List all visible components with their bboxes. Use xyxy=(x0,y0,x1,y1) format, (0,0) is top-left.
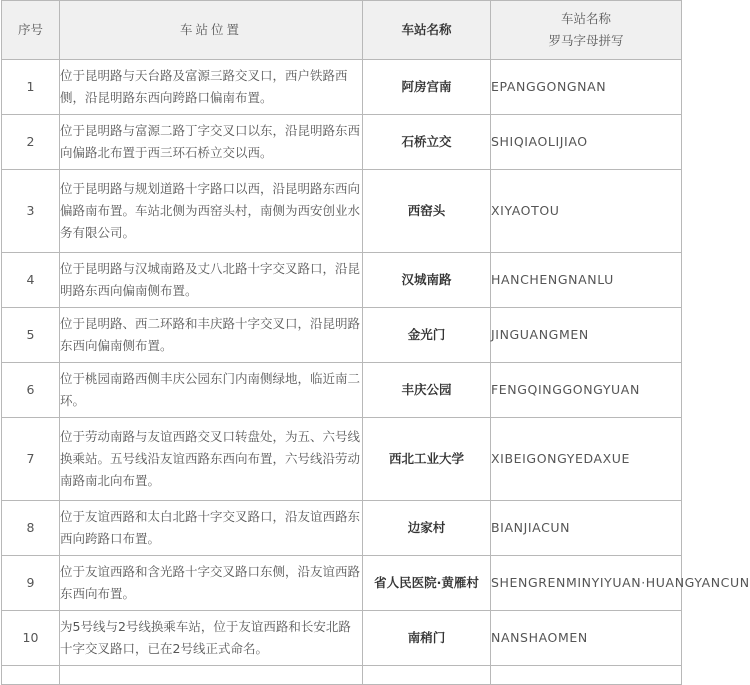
table-row xyxy=(2,170,682,253)
row-num: 1 xyxy=(2,60,60,115)
header-roman-line2: 罗马字母拼写 xyxy=(548,33,624,48)
row-num: 8 xyxy=(2,501,60,556)
row-roman: FENGQINGGONGYUAN xyxy=(491,363,682,418)
table-row xyxy=(2,308,682,363)
row-station-name: 阿房宫南 xyxy=(363,60,491,115)
cell-empty xyxy=(2,666,60,685)
row-location: 位于桃园南路西侧丰庆公园东门内南侧绿地，临近南二环。 xyxy=(60,363,363,418)
table-row-partial xyxy=(2,666,682,685)
row-roman: HANCHENGNANLU xyxy=(491,253,682,308)
row-roman: JINGUANGMEN xyxy=(491,308,682,363)
row-num: 3 xyxy=(2,170,60,253)
row-roman: BIANJIACUN xyxy=(491,501,682,556)
row-num: 5 xyxy=(2,308,60,363)
row-station-name: 西北工业大学 xyxy=(363,418,491,501)
table-row xyxy=(2,115,682,170)
row-location: 为5号线与2号线换乘车站，位于友谊西路和长安北路十字交叉路口，已在2号线正式命名。 xyxy=(60,611,363,666)
header-roman-line1: 车站名称 xyxy=(560,11,611,26)
row-location: 位于昆明路、西二环路和丰庆路十字交叉口，沿昆明路东西向偏南侧布置。 xyxy=(60,308,363,363)
row-roman: NANSHAOMEN xyxy=(491,611,682,666)
table-row xyxy=(2,363,682,418)
row-roman: SHENGRENMINYIYUAN·HUANGYANCUN xyxy=(491,556,682,611)
table-row xyxy=(2,60,682,115)
row-station-name: 石桥立交 xyxy=(363,115,491,170)
row-roman: SHIQIAOLIJIAO xyxy=(491,115,682,170)
header-roman xyxy=(491,1,682,60)
row-station-name: 省人民医院·黄雁村 xyxy=(363,556,491,611)
row-num: 7 xyxy=(2,418,60,501)
header-name: 车站名称 xyxy=(363,1,491,60)
row-station-name: 西窑头 xyxy=(363,170,491,253)
row-num: 9 xyxy=(2,556,60,611)
station-table xyxy=(1,0,750,685)
row-station-name: 丰庆公园 xyxy=(363,363,491,418)
table-row xyxy=(2,253,682,308)
row-station-name: 边家村 xyxy=(363,501,491,556)
header-location: 车站位置 xyxy=(60,1,363,60)
row-roman: XIYAOTOU xyxy=(491,170,682,253)
header-num: 序号 xyxy=(2,1,60,60)
row-station-name: 金光门 xyxy=(363,308,491,363)
row-roman: EPANGGONGNAN xyxy=(491,60,682,115)
header-row xyxy=(2,1,682,60)
cell-empty xyxy=(60,666,363,685)
row-num: 4 xyxy=(2,253,60,308)
row-num: 10 xyxy=(2,611,60,666)
table-row xyxy=(2,611,682,666)
row-location: 位于昆明路与富源二路丁字交叉口以东，沿昆明路东西向偏路北布置于西三环石桥立交以西。 xyxy=(60,115,363,170)
table-row xyxy=(2,501,682,556)
row-roman: XIBEIGONGYEDAXUE xyxy=(491,418,682,501)
row-station-name: 汉城南路 xyxy=(363,253,491,308)
row-location: 位于友谊西路和含光路十字交叉路口东侧，沿友谊西路东西向布置。 xyxy=(60,556,363,611)
row-location: 位于昆明路与规划道路十字路口以西，沿昆明路东西向偏路南布置。车站北侧为西窑头村，南侧为西安创业水务有限公司。 xyxy=(60,170,363,253)
cell-empty xyxy=(363,666,491,685)
row-location: 位于昆明路与天台路及富源三路交叉口，西户铁路西侧，沿昆明路东西向跨路口偏南布置。 xyxy=(60,60,363,115)
row-location: 位于劳动南路与友谊西路交叉口转盘处，为五、六号线换乘站。五号线沿友谊西路东西向布置，六号线沿劳动南路南北向布置。 xyxy=(60,418,363,501)
row-location: 位于友谊西路和太白北路十字交叉路口，沿友谊西路东西向跨路口布置。 xyxy=(60,501,363,556)
cell-empty xyxy=(491,666,682,685)
row-num: 2 xyxy=(2,115,60,170)
row-num: 6 xyxy=(2,363,60,418)
row-station-name: 南稍门 xyxy=(363,611,491,666)
table-row xyxy=(2,418,682,501)
row-location: 位于昆明路与汉城南路及丈八北路十字交叉路口，沿昆明路东西向偏南侧布置。 xyxy=(60,253,363,308)
table-row xyxy=(2,556,682,611)
